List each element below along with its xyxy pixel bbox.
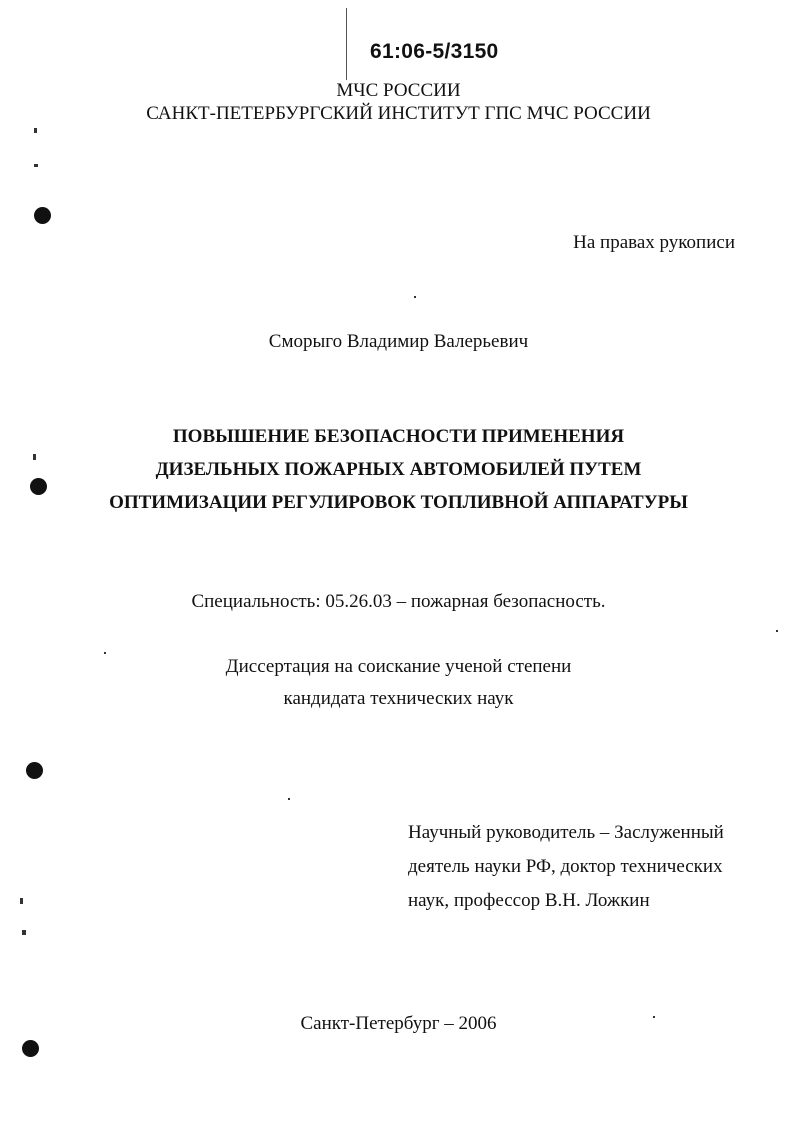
scan-speck xyxy=(104,652,106,654)
scan-speck xyxy=(20,898,23,904)
scan-speck xyxy=(653,1016,655,1018)
stamp-divider xyxy=(346,8,347,80)
scan-speck xyxy=(34,164,38,167)
thesis-title-line-3: ОПТИМИЗАЦИИ РЕГУЛИРОВОК ТОПЛИВНОЙ АППАРАТУРЫ xyxy=(109,492,688,513)
author-name: Сморыго Владимир Валерьевич xyxy=(268,331,529,352)
archive-stamp: 61:06-5/3150 xyxy=(370,40,499,63)
supervisor-line-3: наук, профессор В.Н. Ложкин xyxy=(408,890,650,911)
city-year: Санкт-Петербург – 2006 xyxy=(300,1013,497,1034)
punch-hole-icon xyxy=(26,762,43,779)
scan-speck xyxy=(22,930,26,935)
specialty: Специальность: 05.26.03 – пожарная безопасность. xyxy=(191,591,606,612)
scan-speck xyxy=(33,454,36,460)
dissertation-degree-line-1: Диссертация на соискание ученой степени xyxy=(225,656,572,677)
institute-name: САНКТ-ПЕТЕРБУРГСКИЙ ИНСТИТУТ ГПС МЧС РОССИИ xyxy=(146,103,651,124)
punch-hole-icon xyxy=(22,1040,39,1057)
scan-speck xyxy=(776,630,778,632)
thesis-title-line-2: ДИЗЕЛЬНЫХ ПОЖАРНЫХ АВТОМОБИЛЕЙ ПУТЕМ xyxy=(155,459,642,480)
rights-note: На правах рукописи xyxy=(573,232,735,253)
punch-hole-icon xyxy=(30,478,47,495)
ministry-name: МЧС РОССИИ xyxy=(336,80,461,101)
supervisor-block xyxy=(408,816,748,918)
punch-hole-icon xyxy=(34,207,51,224)
supervisor-line-2: деятель науки РФ, доктор технических xyxy=(408,856,723,877)
thesis-title-line-1: ПОВЫШЕНИЕ БЕЗОПАСНОСТИ ПРИМЕНЕНИЯ xyxy=(172,426,625,447)
scan-speck xyxy=(414,296,416,298)
scan-speck xyxy=(288,798,290,800)
scan-speck xyxy=(34,128,37,133)
dissertation-degree-line-2: кандидата технических наук xyxy=(283,688,514,709)
supervisor-line-1: Научный руководитель – Заслуженный xyxy=(408,822,724,843)
